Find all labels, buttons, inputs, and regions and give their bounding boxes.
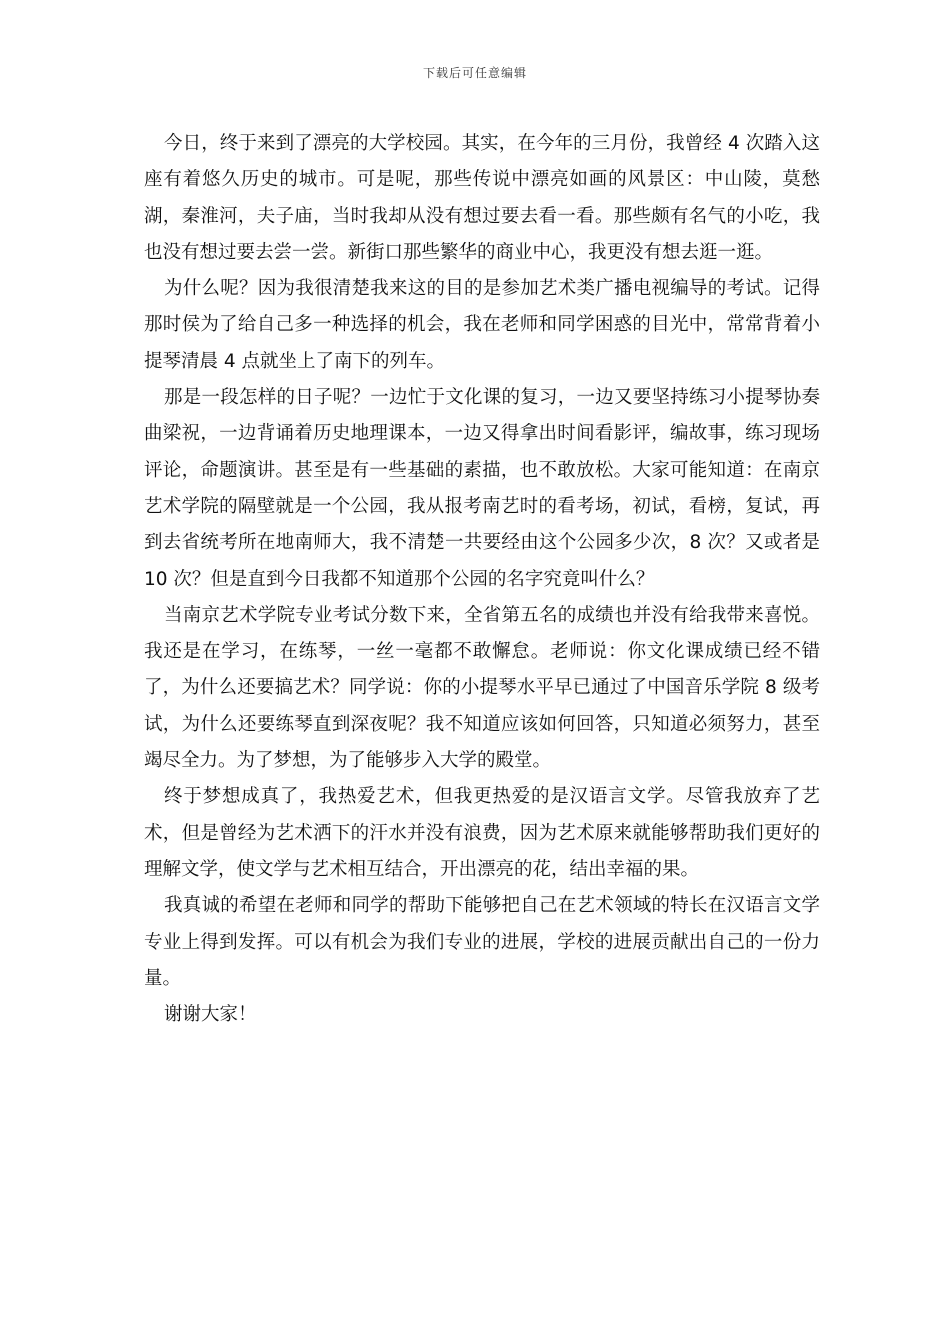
- paragraph-1: 今日，终于来到了漂亮的大学校园。其实，在今年的三月份，我曾经 4 次踏入这座有着悠久历史的城市。可是呢，那些传说中漂亮如画的风景区：中山陵，莫愁湖，秦淮河，夫子庙，当时我却从没有想过要去看一看。那些颇有名气的小吃，我也没有想过要去尝一尝。新街口那些繁华的商业中心，我更没有想去逛一逛。: [144, 133, 820, 263]
- page-header: 下载后可任意编辑: [422, 66, 527, 80]
- paragraph-2: 为什么呢？因为我很清楚我来这的目的是参加艺术类广播电视编导的考试。记得那时侯为了给自己多一种选择的机会，我在老师和同学困惑的目光中，常常背着小提琴清晨 4 点就坐上了南下的列车。: [144, 278, 820, 372]
- paragraph-7: 谢谢大家！: [164, 1004, 257, 1026]
- paragraph-6: 我真诚的希望在老师和同学的帮助下能够把自己在艺术领域的特长在汉语言文学专业上得到发挥。可以有机会为我们专业的进展，学校的进展贡献出自己的一份力量。: [144, 895, 820, 989]
- paragraph-5: 终于梦想成真了，我热爱艺术，但我更热爱的是汉语言文学。尽管我放弃了艺术，但是曾经为艺术洒下的汗水并没有浪费，因为艺术原来就能够帮助我们更好的理解文学，使文学与艺术相互结合，开出漂亮的花，结出幸福的果。: [144, 786, 820, 880]
- document-body: [144, 126, 820, 1033]
- paragraph-4: 当南京艺术学院专业考试分数下来，全省第五名的成绩也并没有给我带来喜悦。我还是在学习，在练琴，一丝一毫都不敢懈怠。老师说：你文化课成绩已经不错了，为什么还要搞艺术？同学说：你的小提琴水平早已通过了中国音乐学院 8 级考试，为什么还要练琴直到深夜呢？我不知道应该如何回答，只知道必须努力，甚至竭尽全力。为了梦想，为了能够步入大学的殿堂。: [144, 604, 820, 772]
- paragraph-3: 那是一段怎样的日子呢？一边忙于文化课的复习，一边又要坚持练习小提琴协奏曲梁祝，一边背诵着历史地理课本，一边又得拿出时间看影评，编故事，练习现场评论，命题演讲。甚至是有一些基础的素描，也不敢放松。大家可能知道：在南京艺术学院的隔壁就是一个公园，我从报考南艺时的看考场，初试，看榜，复试，再到去省统考所在地南师大，我不清楚一共要经由这个公园多少次，8 次？又或者是 10 次？但是直到今日我都不知道那个公园的名字究竟叫什么？: [144, 387, 820, 590]
